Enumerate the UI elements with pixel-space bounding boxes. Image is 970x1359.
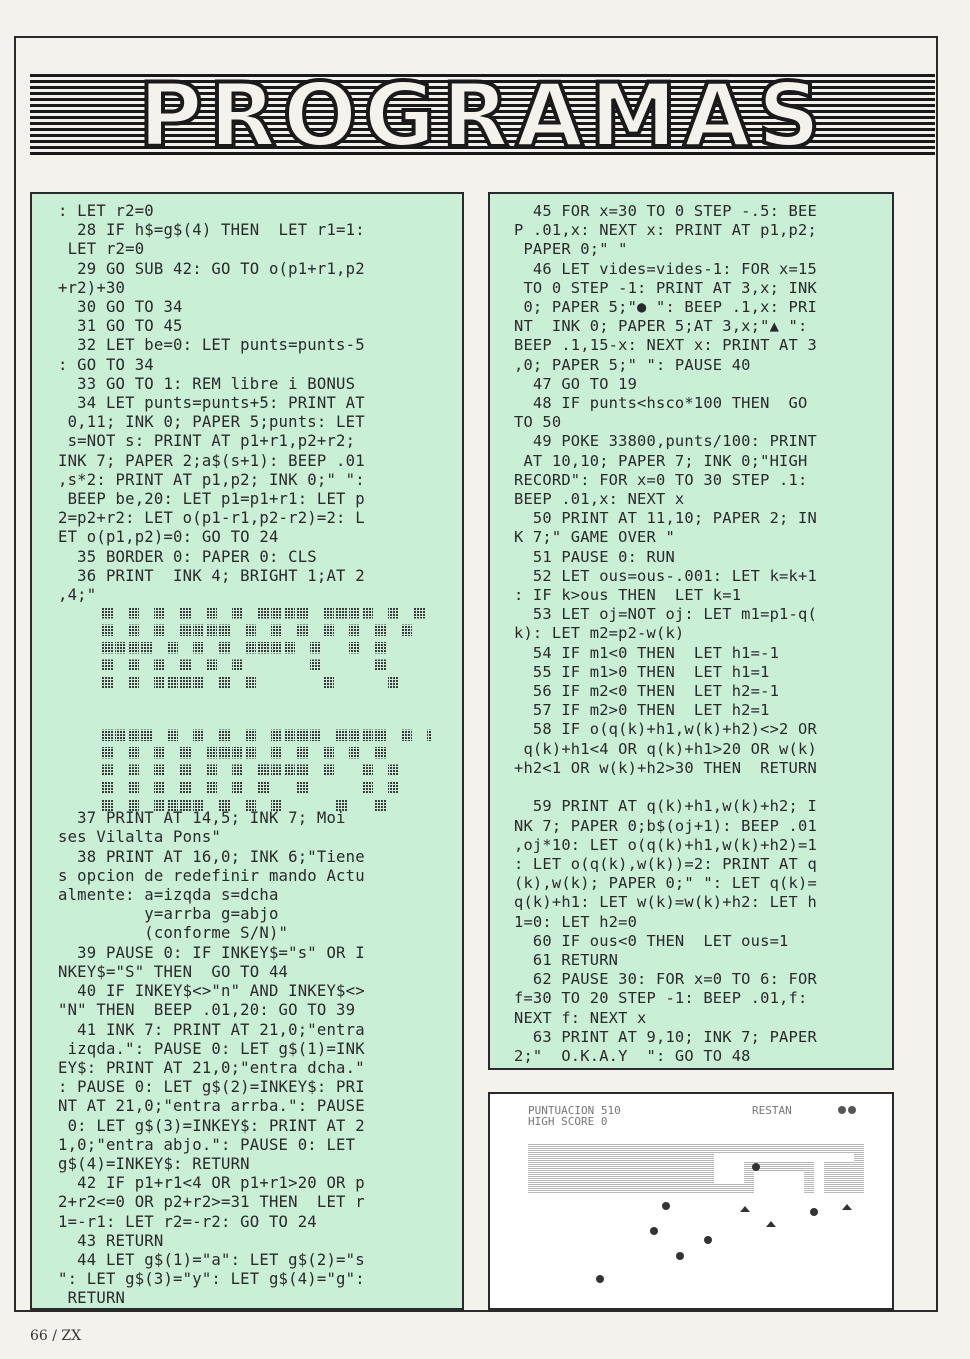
ship-icon: [766, 1221, 776, 1227]
udg-block: [349, 607, 360, 619]
ghost-icon: [650, 1227, 658, 1235]
udg-block: [154, 765, 165, 777]
score-text: PUNTUACION 510: [528, 1104, 621, 1117]
udg-block: [128, 730, 139, 742]
banner-title: PROGRAMAS: [138, 74, 827, 158]
udg-block: [336, 730, 347, 742]
player-sprites: [740, 1204, 852, 1227]
udg-block: [375, 730, 386, 742]
udg-block: [297, 625, 308, 637]
udg-block: [284, 765, 295, 777]
udg-block: [258, 782, 269, 794]
udg-block: [206, 747, 217, 759]
udg-block: [102, 765, 113, 777]
udg-block: [180, 607, 191, 619]
udg-block: [115, 642, 126, 654]
section-banner: [30, 74, 935, 158]
udg-block: [388, 782, 399, 794]
udg-block: [271, 607, 282, 619]
game-screen-canvas: [490, 1094, 892, 1308]
udg-block: [206, 660, 217, 672]
udg-block: [258, 642, 269, 654]
udg-block: [245, 730, 256, 742]
udg-block: [180, 782, 191, 794]
udg-block: [193, 625, 204, 637]
udg-block: [323, 677, 334, 689]
listing-column-right: [488, 192, 894, 1070]
udg-block: [167, 730, 178, 742]
ghost-icon: [704, 1236, 712, 1244]
udg-block: [349, 747, 360, 759]
udg-block: [375, 642, 386, 654]
life-icon: [838, 1106, 846, 1114]
udg-graphics-block: [102, 605, 432, 815]
udg-block: [245, 747, 256, 759]
udg-block: [219, 625, 230, 637]
udg-block: [128, 642, 139, 654]
udg-block: [362, 607, 373, 619]
udg-block: [388, 765, 399, 777]
udg-block: [154, 607, 165, 619]
udg-block: [271, 625, 282, 637]
udg-block: [232, 782, 243, 794]
udg-block: [154, 677, 165, 689]
udg-block: [271, 642, 282, 654]
udg-block: [128, 747, 139, 759]
udg-block: [141, 730, 152, 742]
udg-block: [323, 625, 334, 637]
udg-block: [401, 730, 412, 742]
udg-block: [102, 660, 113, 672]
udg-block: [297, 765, 308, 777]
udg-block: [375, 625, 386, 637]
udg-block: [102, 607, 113, 619]
udg-block: [232, 765, 243, 777]
udg-block: [362, 765, 373, 777]
lives-text: RESTAN: [752, 1104, 792, 1117]
udg-block: [258, 607, 269, 619]
udg-block: [245, 642, 256, 654]
udg-block: [232, 660, 243, 672]
listing-text-left-2: 37 PRINT AT 14,5; INK 7; Moi ses Vilalta Pons" 38 PRINT AT 16,0; INK 6;"Tiene s opcion de redefinir mando Actu almente: a=izqda s=dcha y=arrba g=abjo (conforme S/N)" 39 PAUSE 0: IF INKEY$="s" OR I NKEY$="S" THEN GO TO 44 40 IF INKEY$<>"n" AND INKEY$<> "N" THEN BEEP .01,20: GO TO 39 41 INK 7: PRINT AT 21,0;"entra izqda.": PAUSE 0: LET g$(1)=INK EY$: PRINT AT 21,0;"entra dcha." : PAUSE 0: LET g$(2)=INKEY$: PRI NT AT 21,0;"entra arrba.": PAUSE 0: LET g$(3)=INKEY$: PRINT AT 2 1,0;"entra abjo.": PAUSE 0: LET g$(4)=INKEY$: RETURN 42 IF p1+r1<4 OR p1+r1>20 OR p 2+r2<=0 OR p2+r2>=31 THEN LET r 1=-r1: LET r2=-r2: GO TO 24 43 RETURN 44 LET g$(1)="a": LET g$(2)="s ": LET g$(3)="y": LET g$(4)="g": RETURN: [58, 809, 365, 1308]
udg-block: [310, 642, 321, 654]
udg-block: [310, 660, 321, 672]
udg-block: [297, 607, 308, 619]
ship-icon: [842, 1204, 852, 1210]
udg-block: [154, 782, 165, 794]
ghost-icon: [676, 1252, 684, 1260]
udg-block: [258, 765, 269, 777]
udg-block: [388, 677, 399, 689]
udg-block: [245, 677, 256, 689]
game-screenshot: [488, 1092, 894, 1310]
udg-block: [167, 642, 178, 654]
ghost-icon: [810, 1208, 818, 1216]
page-number: 66 / ZX: [30, 1328, 82, 1344]
ghost-icon: [662, 1202, 670, 1210]
udg-block: [401, 625, 412, 637]
udg-block: [128, 677, 139, 689]
udg-block: [102, 782, 113, 794]
udg-block: [375, 800, 386, 812]
maze-walls: [528, 1144, 864, 1194]
ship-icon: [740, 1206, 750, 1212]
udg-block: [284, 642, 295, 654]
udg-block: [284, 730, 295, 742]
udg-block: [102, 747, 113, 759]
udg-block: [206, 782, 217, 794]
udg-block: [297, 747, 308, 759]
udg-block: [128, 782, 139, 794]
udg-block: [141, 642, 152, 654]
udg-block: [167, 677, 178, 689]
udg-block: [102, 730, 113, 742]
udg-block: [271, 765, 282, 777]
udg-block: [219, 747, 230, 759]
udg-block: [349, 625, 360, 637]
udg-block: [427, 730, 432, 742]
udg-block: [180, 625, 191, 637]
udg-block: [219, 677, 230, 689]
high-score-text: HIGH SCORE 0: [528, 1115, 608, 1128]
udg-block: [362, 782, 373, 794]
listing-column-left: [30, 192, 464, 1310]
udg-block: [414, 607, 425, 619]
ghost-icon: [596, 1275, 604, 1283]
udg-block: [206, 765, 217, 777]
udg-block: [310, 730, 321, 742]
udg-block: [102, 642, 113, 654]
udg-block: [180, 765, 191, 777]
udg-block: [180, 660, 191, 672]
udg-block: [206, 625, 217, 637]
udg-block: [388, 607, 399, 619]
udg-block: [297, 782, 308, 794]
udg-block: [180, 747, 191, 759]
udg-block: [128, 625, 139, 637]
udg-block: [193, 677, 204, 689]
udg-block: [245, 625, 256, 637]
udg-block: [336, 607, 347, 619]
udg-block: [128, 765, 139, 777]
udg-block: [180, 677, 191, 689]
udg-block: [284, 607, 295, 619]
udg-block: [349, 642, 360, 654]
udg-block: [154, 747, 165, 759]
udg-block: [375, 747, 386, 759]
listing-text-right: 45 FOR x=30 TO 0 STEP -.5: BEE P .01,x: NEXT x: PRINT AT p1,p2; PAPER 0;" " 46 LET vides=vides-1: FOR x=15 TO 0 STEP -1: PRINT AT 3,x; INK 0; PAPER 5;"● ": BEEP .1,x: PRI NT INK 0; PAPER 5;AT 3,x;"▲ ": BEEP .1,15-x: NEXT x: PRINT AT 3 ,0; PAPER 5;" ": PAUSE 40 47 GO TO 19 48 IF punts<hsco*100 THEN GO TO 50 49 POKE 33800,punts/100: PRINT AT 10,10; PAPER 7; INK 0;"HIGH RECORD": FOR x=0 TO 30 STEP .1: BEEP .01,x: NEXT x 50 PRINT AT 11,10; PAPER 2; IN K 7;" GAME OVER " 51 PAUSE 0: RUN 52 LET ous=ous-.001: LET k=k+1 : IF k>ous THEN LET k=1 53 LET oj=NOT oj: LET m1=p1-q( k): LET m2=p2-w(k) 54 IF m1<0 THEN LET h1=-1 55 IF m1>0 THEN LET h1=1 56 IF m2<0 THEN LET h2=-1 57 IF m2>0 THEN LET h2=1 58 IF o(q(k)+h1,w(k)+h2)<>2 OR q(k)+h1<4 OR q(k)+h1>20 OR w(k) +h2<1 OR w(k)+h2>30 THEN RETURN 59 PRINT AT q(k)+h1,w(k)+h2; I NK 7; PAPER 0;b$(oj+1): BEEP .01 ,oj*10: LET o(q(k)+h1,w(k)+h2)=1 : LET o(q(k),w(k))=2: PRINT AT q (k),w(k); PAPER 0;" ": LET q(k)= q(k)+h1: LET w(k)=w(k)+h2: LET h 1=0: LET h2=0 60 IF ous<0 THEN LET ous=1 61 RETURN 62 PAUSE 30: FOR x=0 TO 6: FOR f=30 TO 20 STEP -1: BEEP .01,f: NEXT f: NEXT x 63 PRINT AT 9,10; INK 7; PAPER 2;" O.K.A.Y ": GO TO 48: [514, 202, 817, 1065]
udg-block: [206, 607, 217, 619]
udg-block: [232, 607, 243, 619]
ghost-icon: [752, 1163, 760, 1171]
udg-block: [297, 730, 308, 742]
udg-block: [219, 642, 230, 654]
udg-block: [323, 607, 334, 619]
udg-block: [102, 625, 113, 637]
udg-block: [154, 660, 165, 672]
udg-block: [154, 625, 165, 637]
udg-block: [323, 747, 334, 759]
udg-block: [193, 730, 204, 742]
udg-block: [362, 730, 373, 742]
udg-block: [232, 747, 243, 759]
udg-block: [271, 730, 282, 742]
udg-block: [323, 765, 334, 777]
listing-text-left: : LET r2=0 28 IF h$=g$(4) THEN LET r1=1: LET r2=0 29 GO SUB 42: GO TO o(p1+r1,p2 +r2)+30 30 GO TO 34 31 GO TO 45 32 LET be=0: LET punts=punts-5 : GO TO 34 33 GO TO 1: REM libre i BONUS 34 LET punts=punts+5: PRINT AT 0,11; INK 0; PAPER 5;punts: LET s=NOT s: PRINT AT p1+r1,p2+r2; INK 7; PAPER 2;a$(s+1): BEEP .01 ,s*2: PRINT AT p1,p2; INK 0;" ": BEEP be,20: LET p1=p1+r1: LET p 2=p2+r2: LET o(p1-r1,p2-r2)=2: L ET o(p1,p2)=0: GO TO 24 35 BORDER 0: PAPER 0: CLS 36 PRINT INK 4; BRIGHT 1;AT 2 ,4;": [58, 202, 365, 605]
udg-block: [375, 660, 386, 672]
udg-block: [102, 677, 113, 689]
udg-block: [349, 730, 360, 742]
udg-block: [115, 730, 126, 742]
udg-block: [219, 730, 230, 742]
udg-block: [128, 660, 139, 672]
udg-block: [128, 607, 139, 619]
life-icon: [848, 1106, 856, 1114]
udg-block: [193, 642, 204, 654]
udg-block: [271, 747, 282, 759]
